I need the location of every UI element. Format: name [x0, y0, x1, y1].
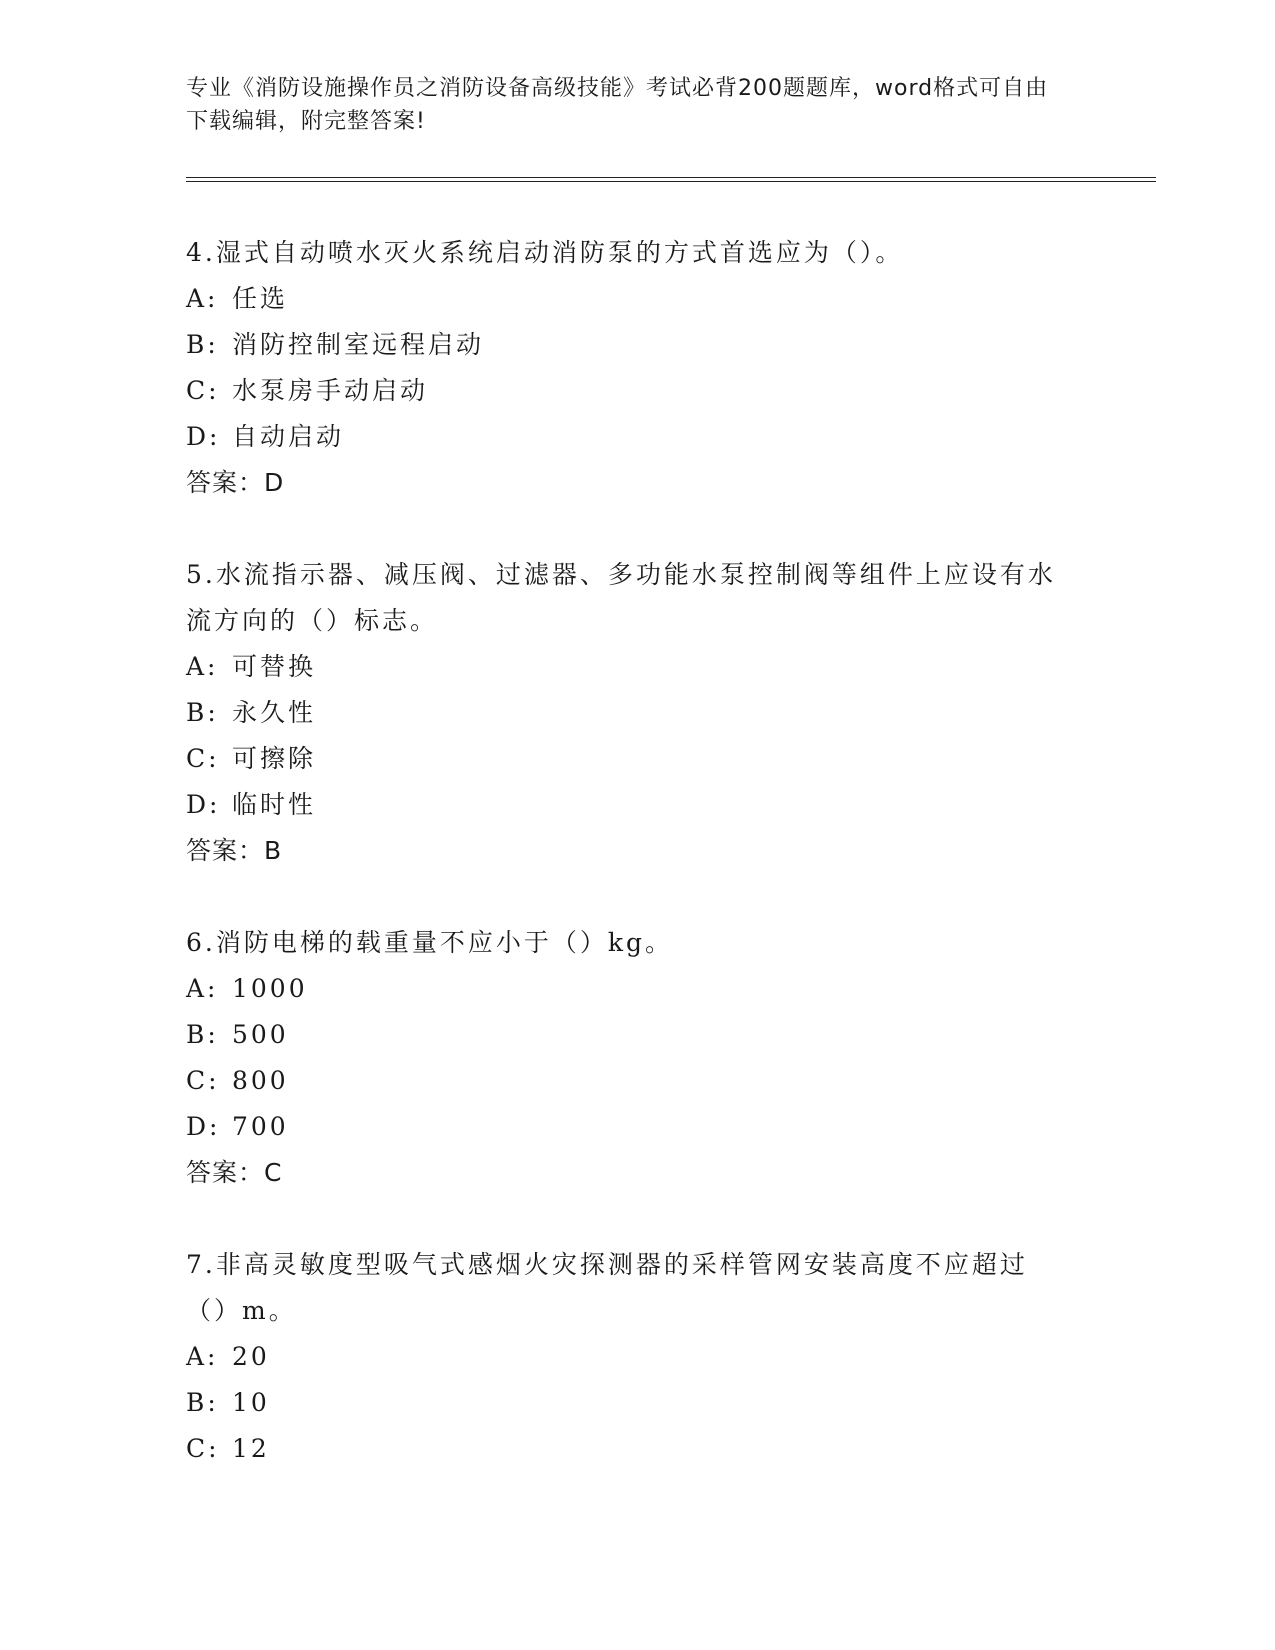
question-stem: 6.消防电梯的载重量不应小于（）kg。 [186, 928, 674, 957]
option-text: 12 [232, 1434, 270, 1463]
option-d [186, 1104, 1066, 1150]
option-letter: A: [186, 974, 219, 1003]
option-c [186, 1058, 1066, 1104]
option-letter: D: [186, 790, 221, 819]
option-text: 10 [232, 1388, 270, 1417]
option-d [186, 414, 1066, 460]
option-text: 可擦除 [232, 744, 317, 773]
option-text: 消防控制室远程启动 [232, 330, 485, 359]
option-text: 自动启动 [232, 422, 345, 451]
option-letter: D: [186, 422, 221, 451]
answer-line: 答案：D [186, 468, 285, 497]
option-text: 1000 [232, 974, 308, 1003]
question-6 [186, 920, 1066, 1196]
option-text: 700 [232, 1112, 289, 1141]
option-letter: B: [186, 698, 219, 727]
option-letter: B: [186, 330, 219, 359]
option-letter: A: [186, 284, 219, 313]
option-letter: A: [186, 1342, 219, 1371]
option-b [186, 322, 1066, 368]
option-d [186, 782, 1066, 828]
option-b [186, 1380, 1066, 1426]
option-c [186, 736, 1066, 782]
option-letter: B: [186, 1388, 219, 1417]
option-text: 任选 [232, 284, 289, 313]
option-letter: B: [186, 1020, 219, 1049]
option-a [186, 276, 1066, 322]
option-text: 水泵房手动启动 [232, 376, 429, 405]
option-text: 可替换 [232, 652, 317, 681]
header-divider [186, 177, 1156, 182]
option-a [186, 1334, 1066, 1380]
option-letter: C: [186, 1434, 220, 1463]
option-text: 500 [232, 1020, 289, 1049]
question-4 [186, 230, 1066, 506]
option-a [186, 966, 1066, 1012]
question-7 [186, 1242, 1066, 1472]
option-letter: D: [186, 1112, 221, 1141]
option-text: 800 [232, 1066, 289, 1095]
option-text: 临时性 [232, 790, 317, 819]
option-letter: C: [186, 376, 220, 405]
question-5 [186, 552, 1066, 874]
answer-line: 答案：C [186, 1158, 283, 1187]
option-b [186, 1012, 1066, 1058]
document-header: 专业《消防设施操作员之消防设备高级技能》考试必背200题题库，word格式可自由下载编辑，附完整答案! [186, 76, 1049, 134]
option-c [186, 1426, 1066, 1472]
option-c [186, 368, 1066, 414]
question-stem: 4.湿式自动喷水灭火系统启动消防泵的方式首选应为（）。 [186, 238, 904, 267]
question-stem: 7.非高灵敏度型吸气式感烟火灾探测器的采样管网安装高度不应超过（）m。 [186, 1250, 1028, 1325]
option-text: 20 [232, 1342, 270, 1371]
question-list [186, 230, 1066, 1518]
option-letter: A: [186, 652, 219, 681]
option-text: 永久性 [232, 698, 317, 727]
option-letter: C: [186, 744, 220, 773]
option-a [186, 644, 1066, 690]
option-b [186, 690, 1066, 736]
option-letter: C: [186, 1066, 220, 1095]
question-stem: 5.水流指示器、减压阀、过滤器、多功能水泵控制阀等组件上应设有水流方向的（）标志。 [186, 560, 1056, 635]
answer-line: 答案：B [186, 836, 283, 865]
